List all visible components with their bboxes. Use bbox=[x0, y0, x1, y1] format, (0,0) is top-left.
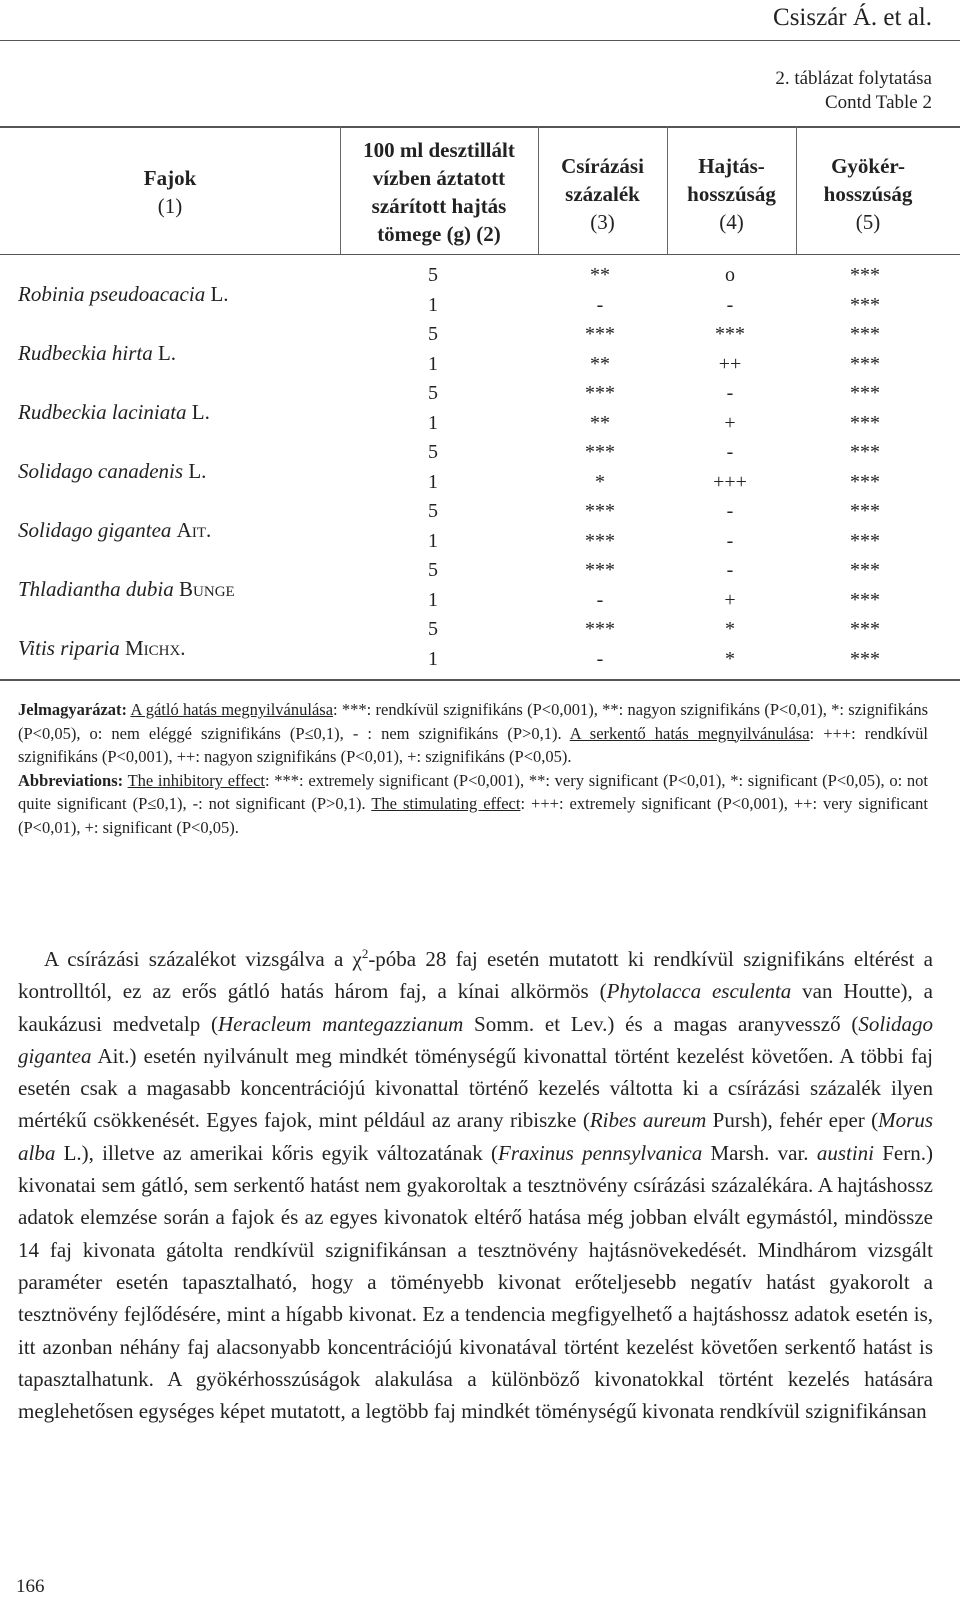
cell-root: *** bbox=[850, 441, 880, 463]
cell-mass: 5 bbox=[428, 441, 438, 463]
species-italic: Solidago gigantea bbox=[18, 1011, 934, 1068]
species-italic: Ribes aureum bbox=[589, 1108, 707, 1133]
cell-shoot: +++ bbox=[713, 470, 747, 493]
text-run: L.), illetve az amerikai kőris egyik változatának ( bbox=[55, 1140, 499, 1165]
cell-germination: * bbox=[595, 470, 605, 493]
cell-root: *** bbox=[850, 352, 880, 375]
cell-mass: 5 bbox=[428, 618, 438, 640]
species-italic: Fraxinus pennsylvanica bbox=[498, 1140, 703, 1165]
cell-root: *** bbox=[850, 647, 880, 670]
header-species-line1: Fajok bbox=[143, 166, 197, 190]
species-binomial: Rudbeckia laciniata bbox=[18, 400, 187, 424]
cell-root: *** bbox=[850, 323, 880, 345]
text-run: Ait.) esetén nyilvánult meg mindkét töménységű kivonattal történt kezelést követően. A többi faj esetén csak a magasabb koncentrációjú kivonattal történő kezelés váltotta ki a csírázási százalék ilyen mértékű csökkenését. Egyes fajok, mint például az arany ribiszke ( bbox=[18, 1043, 933, 1133]
species-author: L. bbox=[210, 282, 229, 306]
species-binomial: Rudbeckia hirta bbox=[18, 341, 153, 365]
cell-mass: 1 bbox=[428, 293, 438, 316]
cell-germination: *** bbox=[585, 382, 615, 404]
header-germination bbox=[538, 152, 667, 236]
cell-root: *** bbox=[850, 529, 880, 552]
text-run: Pursh), fehér eper ( bbox=[706, 1108, 879, 1133]
legend-hu-stimulating-title: A serkentő hatás megnyilvánulása bbox=[569, 723, 810, 743]
cell-germination: *** bbox=[585, 559, 615, 581]
header-species bbox=[0, 164, 340, 220]
text-run: Marsh. var. bbox=[702, 1140, 817, 1165]
cell-germination: *** bbox=[585, 529, 615, 552]
species-name bbox=[18, 339, 176, 367]
table-bottom-rule bbox=[0, 679, 960, 681]
cell-germination: - bbox=[596, 647, 604, 670]
header-shoot-line2: hosszúság bbox=[687, 182, 776, 206]
header-shoot bbox=[667, 152, 796, 236]
header-mass-line1: 100 ml desztillált bbox=[363, 138, 515, 162]
table-caption-hu: 2. táblázat folytatása bbox=[775, 68, 932, 89]
table-top-rule bbox=[0, 126, 960, 128]
cell-mass: 1 bbox=[428, 470, 438, 493]
cell-mass: 1 bbox=[428, 647, 438, 670]
table-legend bbox=[18, 698, 928, 840]
cell-root: *** bbox=[850, 618, 880, 640]
header-root-line2: hosszúság bbox=[823, 182, 913, 206]
cell-mass: 1 bbox=[428, 411, 438, 434]
header-germination-line3: (3) bbox=[590, 210, 615, 234]
cell-shoot: - bbox=[726, 559, 734, 581]
data-table bbox=[0, 126, 960, 686]
cell-shoot: + bbox=[724, 588, 736, 611]
cell-root: *** bbox=[850, 293, 880, 316]
cell-germination: - bbox=[596, 293, 604, 316]
header-rule bbox=[0, 40, 960, 41]
species-italic: Morus alba bbox=[18, 1108, 933, 1165]
legend-en bbox=[18, 769, 928, 840]
species-binomial: Solidago canadenis bbox=[18, 459, 184, 483]
species-italic: austini bbox=[816, 1140, 874, 1165]
cell-shoot: - bbox=[726, 500, 734, 522]
header-mass-line2: vízben áztatott bbox=[372, 166, 506, 190]
cell-root: *** bbox=[850, 382, 880, 404]
species-binomial: Solidago gigantea bbox=[18, 518, 172, 542]
legend-en-inhibitory-text: : ***: extremely significant (P<0,001), **: very significant (P<0,01), *: significant (P<0,05), o: not quite significant (P≤0,1), -: not significant (P>0,1). bbox=[18, 770, 929, 814]
paragraph bbox=[18, 938, 933, 1427]
species-italic: Phytolacca esculenta bbox=[606, 979, 792, 1004]
species-author: Bunge bbox=[179, 577, 235, 601]
cell-mass: 5 bbox=[428, 323, 438, 345]
legend-en-stimulating-text: : +++: extremely significant (P<0,001), ++: very significant (P<0,01), +: significant (P<0,05). bbox=[18, 794, 928, 837]
header-mass-line3: szárított hajtás bbox=[371, 194, 507, 218]
cell-germination: ** bbox=[590, 264, 610, 286]
cell-shoot: - bbox=[726, 382, 734, 404]
text-run: Somm. et Lev.) és a magas aranyvessző ( bbox=[463, 1011, 859, 1036]
header-bottom-rule bbox=[0, 254, 960, 255]
species-binomial: Robinia pseudoacacia bbox=[18, 282, 206, 306]
cell-root: *** bbox=[850, 411, 880, 434]
cell-shoot: + bbox=[724, 411, 736, 434]
cell-shoot: o bbox=[725, 264, 735, 286]
header-root bbox=[796, 152, 940, 236]
species-name bbox=[18, 575, 235, 603]
species-name bbox=[18, 516, 211, 544]
text-run: Fern.) kivonatai sem gátló, sem serkentő hatást nem gyakoroltak a tesztnövény csírázási százalékára. A hajtáshossz adatok elemzése során a fajok és az egyes kivonatok eltérő hatása még jobban elvált egymástól, mindössze 14 faj kivonata gátolta rendkívül szignifikánsan a tesztnövény hajtásnövekedését. Mindhárom vizsgált paraméter esetén tapasztalható, hogy a töményebb kivonat erőteljesebb negatív hatást gyakorolt a tesztnövény fejlődésére, mint a hígabb kivonat. Ez a tendencia megfigyelhető a hajtáshossz adatok esetén is, itt azonban néhány faj alacsonyabb koncentrációjú kivonatával történt kezelést követően serkentő hatást is tapasztalhatunk. A gyökérhosszúságok alakulása a különböző kivonatokkal történt kezelés hatására meglehetősen egységes képet mutatott, a legtöbb faj mindkét töménységű kivonata rendkívül szignifikánsan bbox=[18, 1140, 933, 1424]
species-author: L. bbox=[191, 400, 210, 424]
cell-shoot: *** bbox=[715, 323, 745, 345]
cell-shoot: ++ bbox=[718, 352, 742, 375]
species-name bbox=[18, 280, 229, 308]
species-author: L. bbox=[188, 459, 207, 483]
cell-shoot: - bbox=[726, 529, 734, 552]
text-run: -póba 28 faj esetén mutatott ki rendkívül szignifikáns eltérést a kontrolltól, ez az erős gátló hatás három faj, a kínai alkörmös ( bbox=[18, 947, 933, 1004]
cell-shoot: - bbox=[726, 441, 734, 463]
legend-en-inhibitory-title: The inhibitory effect bbox=[127, 770, 265, 790]
cell-mass: 1 bbox=[428, 529, 438, 552]
cell-germination: *** bbox=[585, 500, 615, 522]
legend-hu-inhibitory-title: A gátló hatás megnyilvánulása bbox=[130, 700, 334, 719]
body-paragraph bbox=[18, 938, 933, 1427]
cell-root: *** bbox=[850, 588, 880, 611]
cell-root: *** bbox=[850, 264, 880, 286]
running-header: Csiszár Á. et al. bbox=[773, 4, 932, 31]
legend-hu bbox=[18, 698, 928, 769]
header-species-line2: (1) bbox=[157, 194, 183, 218]
species-author: L. bbox=[157, 341, 177, 365]
cell-mass: 1 bbox=[428, 588, 438, 611]
cell-germination: - bbox=[596, 588, 604, 611]
cell-root: *** bbox=[850, 500, 880, 522]
species-name bbox=[18, 457, 206, 485]
species-italic: Heracleum mantegazzianum bbox=[218, 1011, 464, 1036]
header-shoot-line3: (4) bbox=[719, 210, 744, 234]
cell-shoot: - bbox=[726, 293, 734, 316]
cell-germination: *** bbox=[585, 441, 615, 463]
cell-mass: 1 bbox=[428, 352, 438, 375]
legend-hu-inhibitory-text: : ***: rendkívül szignifikáns (P<0,001), **: nagyon szignifikáns (P<0,01), *: szignifikáns (P<0,05), o: nem eléggé szignifikáns (P≤0,1), - : nem szignifikáns (P>0,1). bbox=[18, 700, 929, 743]
cell-mass: 5 bbox=[428, 382, 438, 404]
header-root-line3: (5) bbox=[855, 210, 881, 234]
cell-mass: 5 bbox=[428, 559, 438, 581]
header-germination-line2: százalék bbox=[565, 182, 640, 206]
cell-germination: ** bbox=[590, 352, 610, 375]
header-root-line1: Gyökér- bbox=[831, 154, 905, 178]
text-run: A csírázási százalékot vizsgálva a χ bbox=[44, 947, 362, 971]
legend-hu-label: Jelmagyarázat: bbox=[18, 700, 128, 719]
page-number: 166 bbox=[16, 1576, 45, 1597]
species-binomial: Thladiantha dubia bbox=[18, 577, 174, 601]
cell-shoot: * bbox=[725, 647, 735, 670]
cell-shoot: * bbox=[725, 618, 735, 640]
table-caption-en: Contd Table 2 bbox=[824, 92, 932, 113]
header-mass-line4: tömege (g) (2) bbox=[377, 222, 501, 246]
legend-hu-stimulating-text: : +++: rendkívül szignifikáns (P<0,001), ++: nagyon szignifikáns (P<0,01), +: szignifikáns (P<0,05). bbox=[18, 723, 928, 767]
species-author: Michx. bbox=[124, 636, 186, 660]
species-binomial: Vitis riparia bbox=[18, 636, 120, 660]
legend-en-label: Abbreviations: bbox=[18, 770, 124, 790]
text-run: van Houtte), a kaukázusi medvetalp ( bbox=[18, 979, 933, 1036]
species-name bbox=[18, 634, 186, 662]
cell-germination: ** bbox=[590, 411, 610, 434]
legend-en-stimulating-title: The stimulating effect bbox=[371, 794, 521, 814]
header-germination-line1: Csírázási bbox=[561, 154, 644, 178]
cell-mass: 5 bbox=[428, 264, 438, 286]
header-mass bbox=[340, 136, 538, 248]
cell-germination: *** bbox=[585, 618, 615, 640]
superscript: 2 bbox=[361, 946, 369, 961]
cell-germination: *** bbox=[585, 323, 615, 345]
header-shoot-line1: Hajtás- bbox=[698, 154, 765, 178]
cell-mass: 5 bbox=[428, 500, 438, 522]
cell-root: *** bbox=[850, 559, 880, 581]
species-author: Ait. bbox=[176, 518, 212, 542]
species-name bbox=[18, 398, 210, 426]
cell-root: *** bbox=[850, 470, 880, 493]
